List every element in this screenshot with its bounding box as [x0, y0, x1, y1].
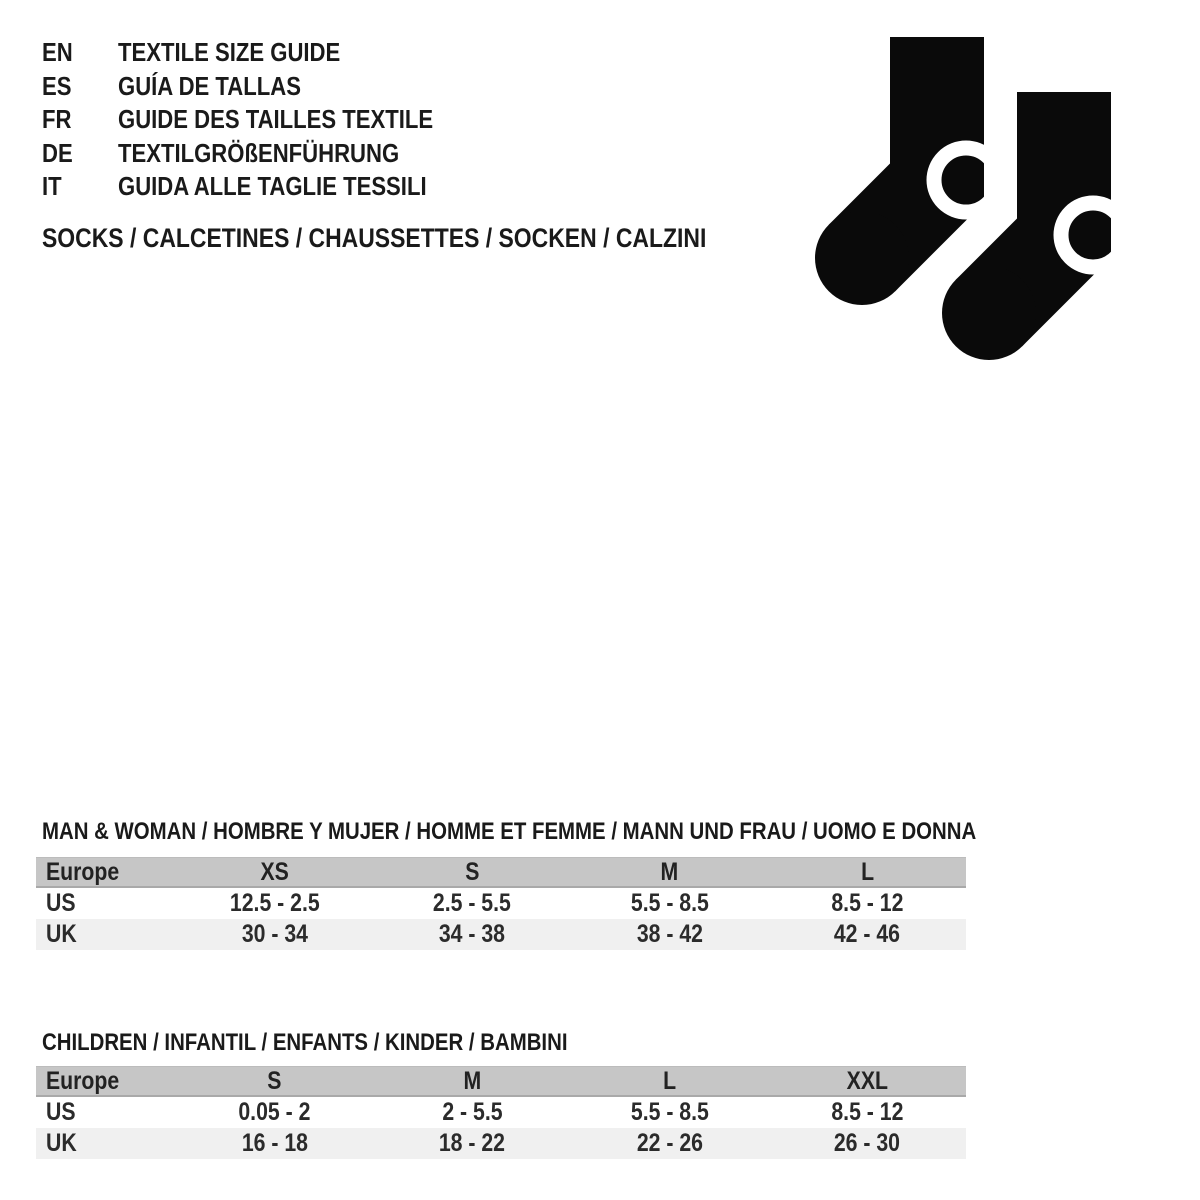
size-value-text: 42 - 46: [834, 920, 901, 948]
adults-size-table: [36, 857, 966, 950]
region-header-text: Europe: [46, 1067, 120, 1095]
language-code: EN: [42, 37, 73, 68]
children-size-table: [36, 1066, 966, 1159]
size-header-cell: [374, 1067, 572, 1097]
size-header-text: XXL: [846, 1067, 888, 1095]
row-label-cell: [36, 919, 176, 950]
size-value-cell: [571, 887, 769, 919]
size-value-text: 16 - 18: [241, 1129, 308, 1157]
region-header-text: Europe: [46, 858, 120, 886]
size-value-text: 22 - 26: [636, 1129, 703, 1157]
language-code: IT: [42, 171, 62, 202]
size-header-cell: [769, 858, 967, 888]
children-table-title-text: CHILDREN / INFANTIL / ENFANTS / KINDER / BAMBINI: [42, 1029, 568, 1056]
language-row-en: [42, 36, 489, 70]
language-row-es: [42, 70, 489, 104]
category-subtitle-text: SOCKS / CALCETINES / CHAUSSETTES / SOCKEN / CALZINI: [42, 223, 707, 253]
size-header-cell: [571, 1067, 769, 1097]
children-row-uk: [36, 1128, 966, 1159]
size-header-text: XS: [260, 858, 289, 886]
size-value-cell: [571, 1096, 769, 1128]
adults-header-row: [36, 858, 966, 888]
size-value-text: 0.05 - 2: [238, 1098, 311, 1126]
language-code: DE: [42, 137, 73, 168]
size-value-text: 8.5 - 12: [831, 889, 904, 917]
language-row-it: [42, 170, 489, 204]
region-header-cell: [36, 858, 176, 888]
size-value-text: 18 - 22: [439, 1129, 506, 1157]
row-label-text: US: [46, 889, 76, 917]
size-value-cell: [571, 1128, 769, 1159]
language-title: GUIDA ALLE TAGLIE TESSILI: [118, 171, 427, 202]
size-value-text: 8.5 - 12: [831, 1098, 904, 1126]
size-header-text: M: [463, 1067, 482, 1095]
region-header-cell: [36, 1067, 176, 1097]
size-value-cell: [374, 919, 572, 950]
size-value-text: 34 - 38: [439, 920, 506, 948]
size-value-cell: [769, 887, 967, 919]
size-value-text: 12.5 - 2.5: [229, 889, 320, 917]
size-value-text: 5.5 - 8.5: [630, 1098, 709, 1126]
size-header-cell: [176, 858, 374, 888]
size-value-cell: [374, 1128, 572, 1159]
size-header-text: L: [663, 1067, 677, 1095]
row-label-text: UK: [46, 1129, 77, 1157]
language-title: TEXTILGRÖßENFÜHRUNG: [118, 137, 400, 168]
adults-table-title-text: MAN & WOMAN / HOMBRE Y MUJER / HOMME ET FEMME / MANN UND FRAU / UOMO E DONNA: [42, 818, 977, 845]
row-label-cell: [36, 1128, 176, 1159]
language-code: ES: [42, 70, 72, 101]
size-value-cell: [176, 887, 374, 919]
size-value-cell: [176, 1096, 374, 1128]
size-value-cell: [374, 1096, 572, 1128]
size-value-cell: [374, 887, 572, 919]
size-value-text: 38 - 42: [636, 920, 703, 948]
adults-row-us: [36, 887, 966, 919]
size-header-text: S: [267, 1067, 282, 1095]
children-header-row: [36, 1067, 966, 1097]
size-header-text: L: [860, 858, 874, 886]
row-label-text: UK: [46, 920, 77, 948]
size-header-cell: [571, 858, 769, 888]
size-value-cell: [769, 1096, 967, 1128]
size-value-text: 26 - 30: [834, 1129, 901, 1157]
adults-table-title: [42, 820, 1141, 844]
category-subtitle: [42, 222, 824, 255]
size-header-text: M: [660, 858, 679, 886]
row-label-cell: [36, 887, 176, 919]
children-row-us: [36, 1096, 966, 1128]
size-value-text: 2.5 - 5.5: [433, 889, 512, 917]
language-row-fr: [42, 103, 489, 137]
size-value-cell: [769, 1128, 967, 1159]
size-value-cell: [176, 919, 374, 950]
size-value-cell: [176, 1128, 374, 1159]
language-code: FR: [42, 104, 72, 135]
sock-left-shape: [815, 37, 998, 305]
language-title: TEXTILE SIZE GUIDE: [118, 37, 341, 68]
language-row-de: [42, 137, 489, 171]
size-value-text: 30 - 34: [241, 920, 308, 948]
socks-icon: [815, 30, 1135, 390]
size-value-text: 2 - 5.5: [442, 1098, 503, 1126]
language-title: GUIDE DES TAILLES TEXTILE: [118, 104, 434, 135]
language-title: GUÍA DE TALLAS: [118, 70, 301, 101]
row-label-text: US: [46, 1098, 76, 1126]
size-value-text: 5.5 - 8.5: [630, 889, 709, 917]
size-header-cell: [374, 858, 572, 888]
size-value-cell: [571, 919, 769, 950]
row-label-cell: [36, 1096, 176, 1128]
size-header-text: S: [465, 858, 480, 886]
language-list: [42, 36, 489, 204]
children-table-title: [42, 1031, 660, 1055]
adults-row-uk: [36, 919, 966, 950]
size-header-cell: [769, 1067, 967, 1097]
size-header-cell: [176, 1067, 374, 1097]
size-value-cell: [769, 919, 967, 950]
